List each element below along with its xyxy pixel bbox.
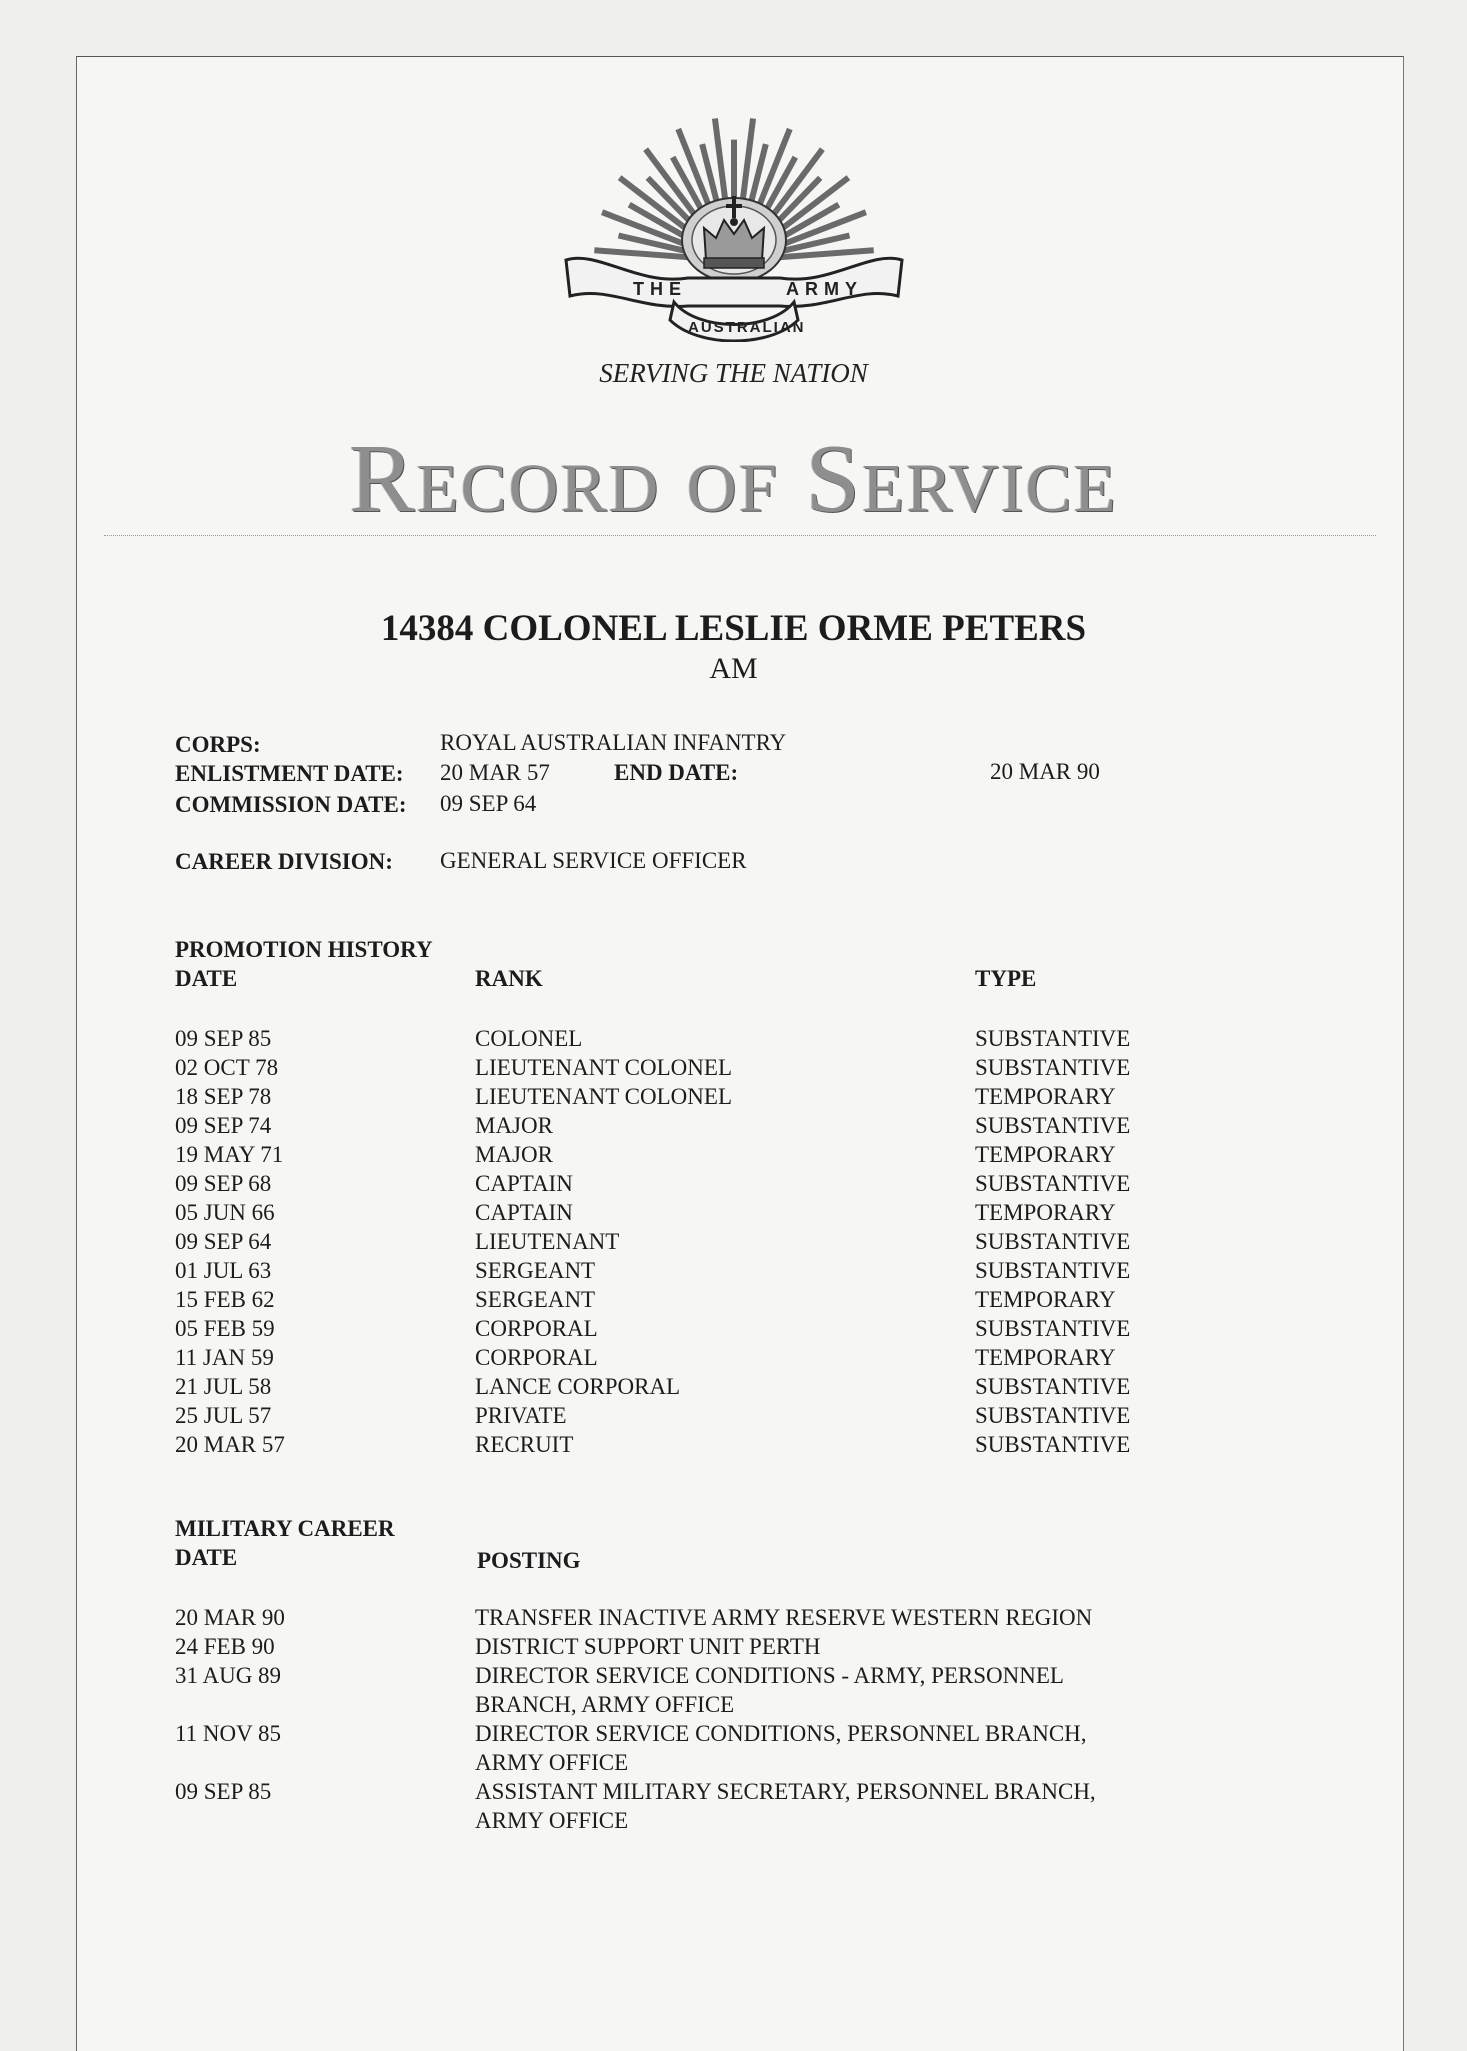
- promotion-date-cell: 20 MAR 57: [175, 1432, 285, 1457]
- end-date-value: 20 MAR 90: [990, 759, 1100, 784]
- promotion-rank-cell: MAJOR: [475, 1113, 553, 1138]
- promotion-ranks-column: [475, 1024, 732, 1459]
- career-posting-line: ASSISTANT MILITARY SECRETARY, PERSONNEL BRANCH,: [475, 1779, 1096, 1804]
- promotion-type-cell: SUBSTANTIVE: [975, 1374, 1131, 1399]
- promotion-type-cell: TEMPORARY: [975, 1200, 1116, 1225]
- commission-date-label: COMMISSION DATE:: [175, 792, 407, 817]
- promotion-type-header: TYPE: [975, 966, 1037, 991]
- promotion-type-cell: SUBSTANTIVE: [975, 1171, 1131, 1196]
- end-date-label: END DATE:: [614, 760, 739, 785]
- career-date-cell: 20 MAR 90: [175, 1605, 285, 1630]
- member-name: 14384 COLONEL LESLIE ORME PETERS: [380, 608, 1087, 649]
- document-title: Record of Service: [349, 425, 1118, 533]
- promotion-type-cell: TEMPORARY: [975, 1345, 1116, 1370]
- promotion-type-cell: SUBSTANTIVE: [975, 1258, 1131, 1283]
- promotion-rank-cell: SERGEANT: [475, 1258, 596, 1283]
- career-date-header: DATE: [175, 1545, 238, 1570]
- career-division-value: GENERAL SERVICE OFFICER: [440, 848, 747, 873]
- promotion-date-cell: 11 JAN 59: [175, 1345, 274, 1370]
- promotion-rank-cell: LANCE CORPORAL: [475, 1374, 681, 1399]
- promotion-rank-cell: CAPTAIN: [475, 1200, 573, 1225]
- promotion-date-cell: 09 SEP 68: [175, 1171, 272, 1196]
- promotion-type-cell: SUBSTANTIVE: [975, 1229, 1131, 1254]
- promotion-date-header: DATE: [175, 966, 238, 991]
- promotion-type-cell: SUBSTANTIVE: [975, 1316, 1131, 1341]
- corps-label: CORPS:: [175, 732, 261, 757]
- career-date-cell: 31 AUG 89: [175, 1663, 282, 1688]
- commission-date-value: 09 SEP 64: [440, 791, 537, 816]
- enlistment-date-label: ENLISTMENT DATE:: [175, 761, 404, 786]
- career-posting-line: BRANCH, ARMY OFFICE: [475, 1692, 735, 1717]
- career-posting-header: POSTING: [477, 1548, 581, 1573]
- svg-text:THE: THE: [633, 279, 687, 299]
- career-division-label: CAREER DIVISION:: [175, 849, 393, 874]
- promotion-type-cell: SUBSTANTIVE: [975, 1403, 1131, 1428]
- promotion-rank-cell: COLONEL: [475, 1026, 583, 1051]
- promotion-date-cell: 19 MAY 71: [175, 1142, 284, 1167]
- promotion-rank-cell: LIEUTENANT COLONEL: [475, 1084, 732, 1109]
- svg-text:AUSTRALIAN: AUSTRALIAN: [688, 319, 806, 336]
- promotion-dates-column: [175, 1024, 285, 1459]
- promotion-date-cell: 15 FEB 62: [175, 1287, 275, 1312]
- promotion-type-cell: SUBSTANTIVE: [975, 1432, 1131, 1457]
- promotion-date-cell: 05 JUN 66: [175, 1200, 275, 1225]
- promotion-date-cell: 09 SEP 85: [175, 1026, 272, 1051]
- promotion-rank-cell: LIEUTENANT COLONEL: [475, 1055, 732, 1080]
- member-honours: AM: [709, 651, 758, 685]
- military-career-title: MILITARY CAREER: [175, 1516, 395, 1541]
- rising-sun-badge: [558, 110, 910, 342]
- promotion-date-cell: 09 SEP 64: [175, 1229, 272, 1254]
- promotion-rank-cell: LIEUTENANT: [475, 1229, 620, 1254]
- promotion-type-cell: SUBSTANTIVE: [975, 1055, 1131, 1080]
- promotion-type-cell: TEMPORARY: [975, 1142, 1116, 1167]
- promotion-date-cell: 01 JUL 63: [175, 1258, 272, 1283]
- career-date-cell: 09 SEP 85: [175, 1779, 272, 1804]
- tagline: SERVING THE NATION: [599, 358, 868, 388]
- member-heading: [0, 610, 1467, 684]
- promotion-rank-cell: RECRUIT: [475, 1432, 574, 1457]
- promotion-date-cell: 18 SEP 78: [175, 1084, 272, 1109]
- career-posting-line: ARMY OFFICE: [475, 1808, 629, 1833]
- promotion-date-cell: 05 FEB 59: [175, 1316, 275, 1341]
- promotion-types-column: [975, 1024, 1130, 1459]
- title-divider: [104, 535, 1376, 536]
- career-posting-line: TRANSFER INACTIVE ARMY RESERVE WESTERN REGION: [475, 1605, 1093, 1630]
- promotion-type-cell: TEMPORARY: [975, 1287, 1116, 1312]
- promotion-date-cell: 09 SEP 74: [175, 1113, 272, 1138]
- career-posting-line: DIRECTOR SERVICE CONDITIONS - ARMY, PERSONNEL: [475, 1663, 1064, 1688]
- promotion-rank-cell: CORPORAL: [475, 1345, 598, 1370]
- corps-value: ROYAL AUSTRALIAN INFANTRY: [440, 730, 787, 755]
- promotion-date-cell: 25 JUL 57: [175, 1403, 272, 1428]
- career-date-cell: 24 FEB 90: [175, 1634, 275, 1659]
- svg-text:ARMY: ARMY: [786, 279, 863, 299]
- career-posting-line: DIRECTOR SERVICE CONDITIONS, PERSONNEL BRANCH,: [475, 1721, 1087, 1746]
- promotion-rank-header: RANK: [475, 966, 543, 991]
- promotion-rank-cell: CAPTAIN: [475, 1171, 573, 1196]
- career-posting-line: DISTRICT SUPPORT UNIT PERTH: [475, 1634, 821, 1659]
- enlistment-date-value: 20 MAR 57: [440, 760, 550, 785]
- career-posting-line: ARMY OFFICE: [475, 1750, 629, 1775]
- promotion-rank-cell: MAJOR: [475, 1142, 553, 1167]
- promotion-date-cell: 02 OCT 78: [175, 1055, 279, 1080]
- promotion-rank-cell: SERGEANT: [475, 1287, 596, 1312]
- promotion-history-title: PROMOTION HISTORY: [175, 937, 433, 962]
- promotion-rank-cell: PRIVATE: [475, 1403, 567, 1428]
- promotion-rank-cell: CORPORAL: [475, 1316, 598, 1341]
- promotion-date-cell: 21 JUL 58: [175, 1374, 272, 1399]
- promotion-type-cell: SUBSTANTIVE: [975, 1026, 1131, 1051]
- promotion-type-cell: TEMPORARY: [975, 1084, 1116, 1109]
- career-date-cell: 11 NOV 85: [175, 1721, 282, 1746]
- promotion-type-cell: SUBSTANTIVE: [975, 1113, 1131, 1138]
